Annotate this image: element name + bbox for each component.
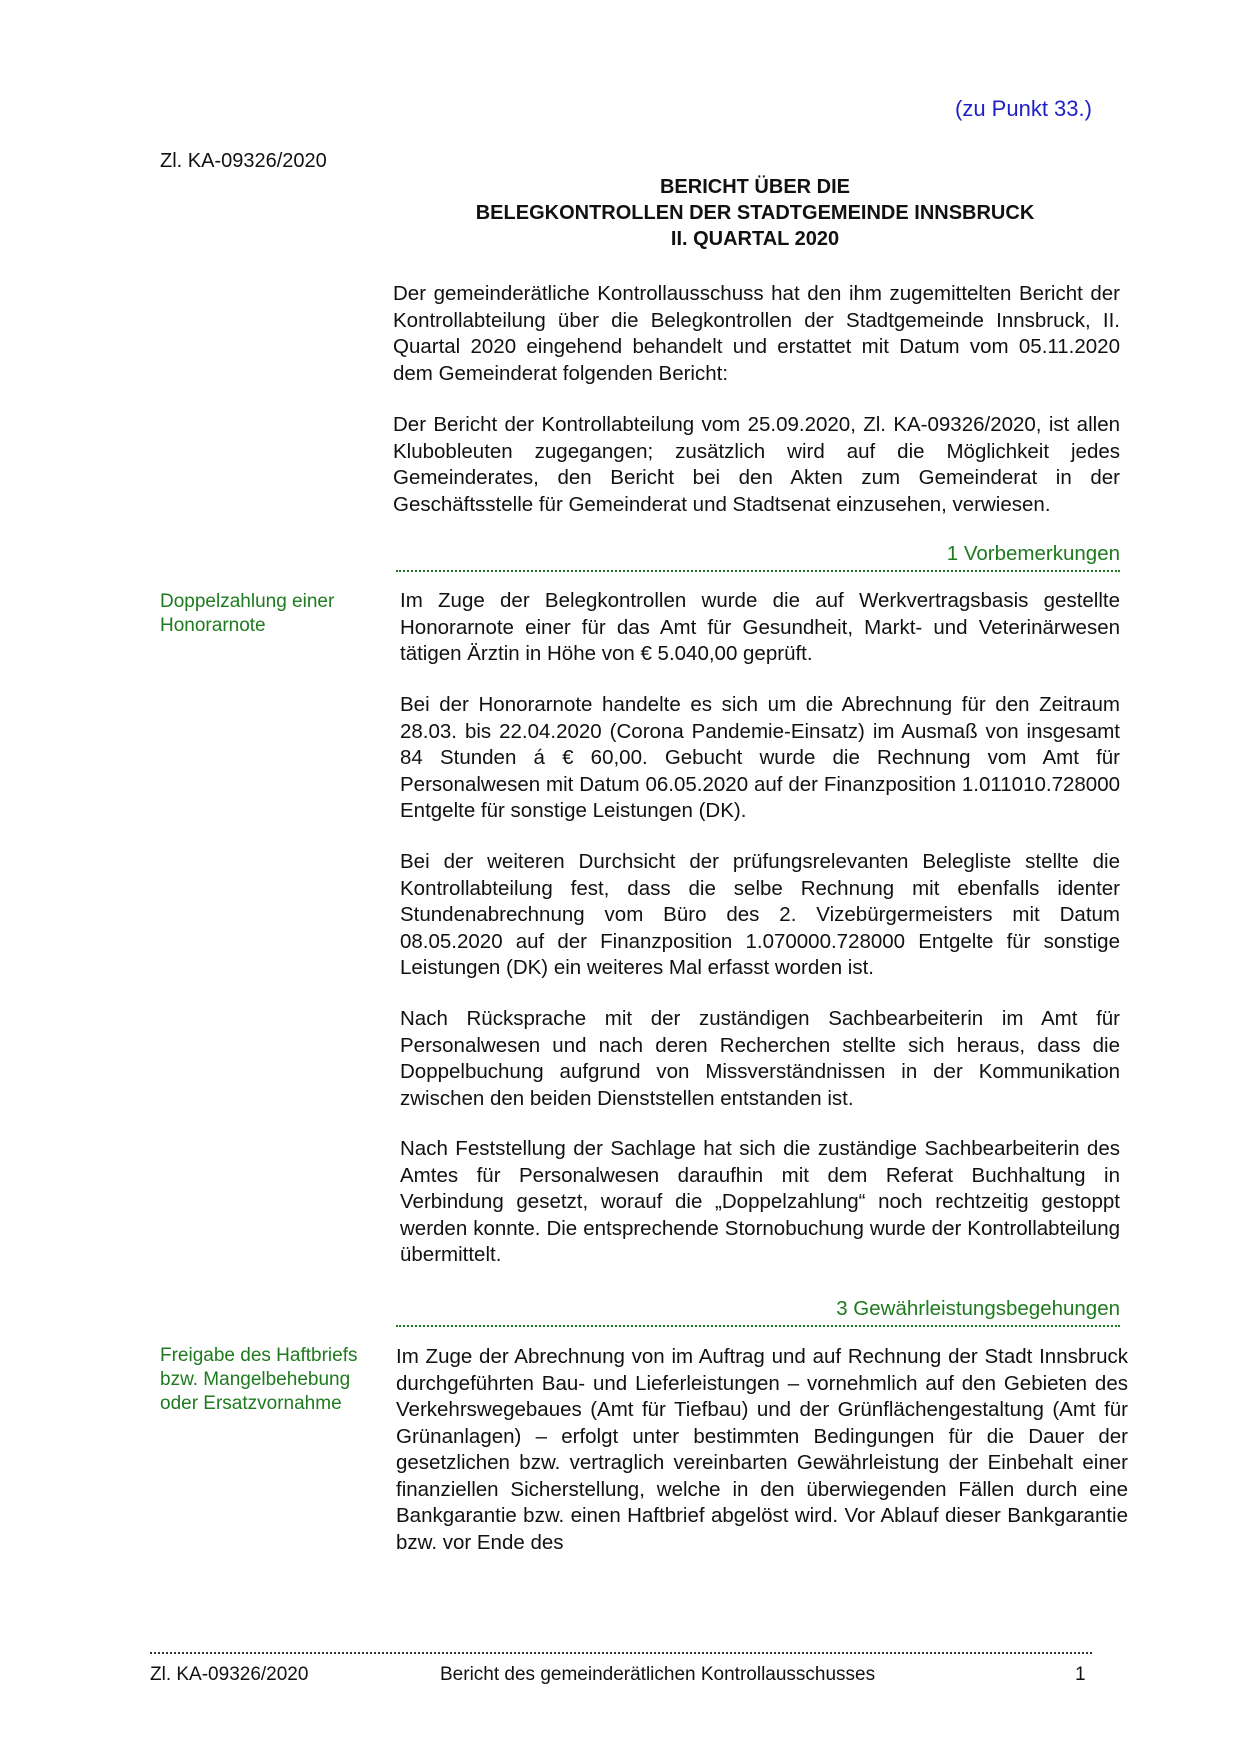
margin-note-line-3: oder Ersatzvornahme: [160, 1393, 342, 1414]
title-line-3: II. QUARTAL 2020: [670, 228, 840, 250]
margin-note-line-2: bzw. Mangelbehebung: [160, 1369, 351, 1390]
margin-note-doppelzahlung: [160, 590, 390, 638]
footer-divider: [150, 1652, 1092, 1654]
title-line-2: BELEGKONTROLLEN DER STADTGEMEINDE INNSBRUCK: [475, 202, 1035, 224]
footer-file-number: Zl. KA-09326/2020: [150, 1664, 309, 1685]
report-title: [400, 174, 1110, 252]
section1-paragraph-5: Nach Feststellung der Sachlage hat sich die zuständige Sachbearbeiterin des Amtes für Personalwesen daraufhin mit dem Referat Buchhaltung in Verbindung gesetzt, worauf die „Doppelzahlung“ noch rechtzeitig gestoppt werden konnte. Die entsprechende Stornobuchung wurde der Kontrollabteilung übermittelt.: [400, 1137, 1120, 1266]
agenda-reference: (zu Punkt 33.): [955, 96, 1092, 121]
margin-note-line-2: Honorarnote: [160, 615, 266, 636]
footer-title: Bericht des gemeinderätlichen Kontrollausschusses: [440, 1664, 876, 1685]
section-heading-gewaehrleistung: 3 Gewährleistungsbegehungen: [396, 1297, 1120, 1327]
section1-paragraph-3: Bei der weiteren Durchsicht der prüfungsrelevanten Belegliste stellte die Kontrollabteilung fest, dass die selbe Rechnung mit ebenfalls identer Stundenabrechnung vom Büro des 2. Vizebürgermeisters mit Datum 08.05.2020 auf der Finanzposition 1.070000.728000 Entgelte für sonstige Leistungen (DK) ein weiteres Mal erfasst worden ist.: [400, 850, 1120, 979]
intro-paragraph-1: Der gemeinderätliche Kontrollausschuss hat den ihm zugemittelten Bericht der Kontrollabteilung über die Belegkontrollen der Stadtgemeinde Innsbruck, II. Quartal 2020 eingehend behandelt und erstattet mit Datum vom 05.11.2020 dem Gemeinderat folgenden Bericht:: [393, 282, 1120, 385]
page-number: 1: [1075, 1664, 1086, 1685]
title-line-1: BERICHT ÜBER DIE: [659, 176, 850, 198]
section1-paragraph-2: Bei der Honorarnote handelte es sich um die Abrechnung für den Zeitraum 28.03. bis 22.04.2020 (Corona Pandemie-Einsatz) im Ausmaß von insgesamt 84 Stunden á € 60,00. Gebucht wurde die Rechnung vom Amt für Personalwesen mit Datum 06.05.2020 auf der Finanzposition 1.011010.728000 Entgelte für sonstige Leistungen (DK).: [400, 693, 1120, 822]
intro-paragraph-2: Der Bericht der Kontrollabteilung vom 25.09.2020, Zl. KA-09326/2020, ist allen Klubobleuten zugegangen; zusätzlich wird auf die Möglichkeit jedes Gemeinderates, den Bericht bei den Akten zum Gemeinderat in der Geschäftsstelle für Gemeinderat und Stadtsenat einzusehen, verwiesen.: [393, 413, 1120, 516]
section1-paragraph-1: Im Zuge der Belegkontrollen wurde die auf Werkvertragsbasis gestellte Honorarnote einer für das Amt für Gesundheit, Markt- und Veterinärwesen tätigen Ärztin in Höhe von € 5.040,00 geprüft.: [400, 589, 1120, 665]
margin-note-line-1: Freigabe des Haftbriefs: [160, 1345, 358, 1366]
margin-note-haftbrief: [160, 1344, 390, 1416]
section3-paragraph-1: Im Zuge der Abrechnung von im Auftrag und auf Rechnung der Stadt Innsbruck durchgeführten Bau- und Lieferleistungen – vornehmlich auf den Gebieten des Verkehrswegebaues (Amt für Tiefbau) und der Grünflächengestaltung (Amt für Grünanlagen) – erfolgt unter bestimmten Bedingungen für die Dauer der gesetzlichen bzw. vertraglich vereinbarten Gewährleistung der Einbehalt einer finanziellen Sicherstellung, welche in den überwiegenden Fällen durch eine Bankgarantie bzw. einen Haftbrief abgelöst wird. Vor Ablauf dieser Bankgarantie bzw. vor Ende des: [396, 1345, 1128, 1554]
section-heading-vorbemerkungen: 1 Vorbemerkungen: [396, 542, 1120, 572]
section1-paragraph-4: Nach Rücksprache mit der zuständigen Sachbearbeiterin im Amt für Personalwesen und nach deren Recherchen stellte sich heraus, dass die Doppelbuchung aufgrund von Missverständnissen in der Kommunikation zwischen den beiden Dienststellen entstanden ist.: [400, 1007, 1120, 1110]
file-number: Zl. KA-09326/2020: [160, 150, 327, 172]
margin-note-line-1: Doppelzahlung einer: [160, 591, 335, 612]
